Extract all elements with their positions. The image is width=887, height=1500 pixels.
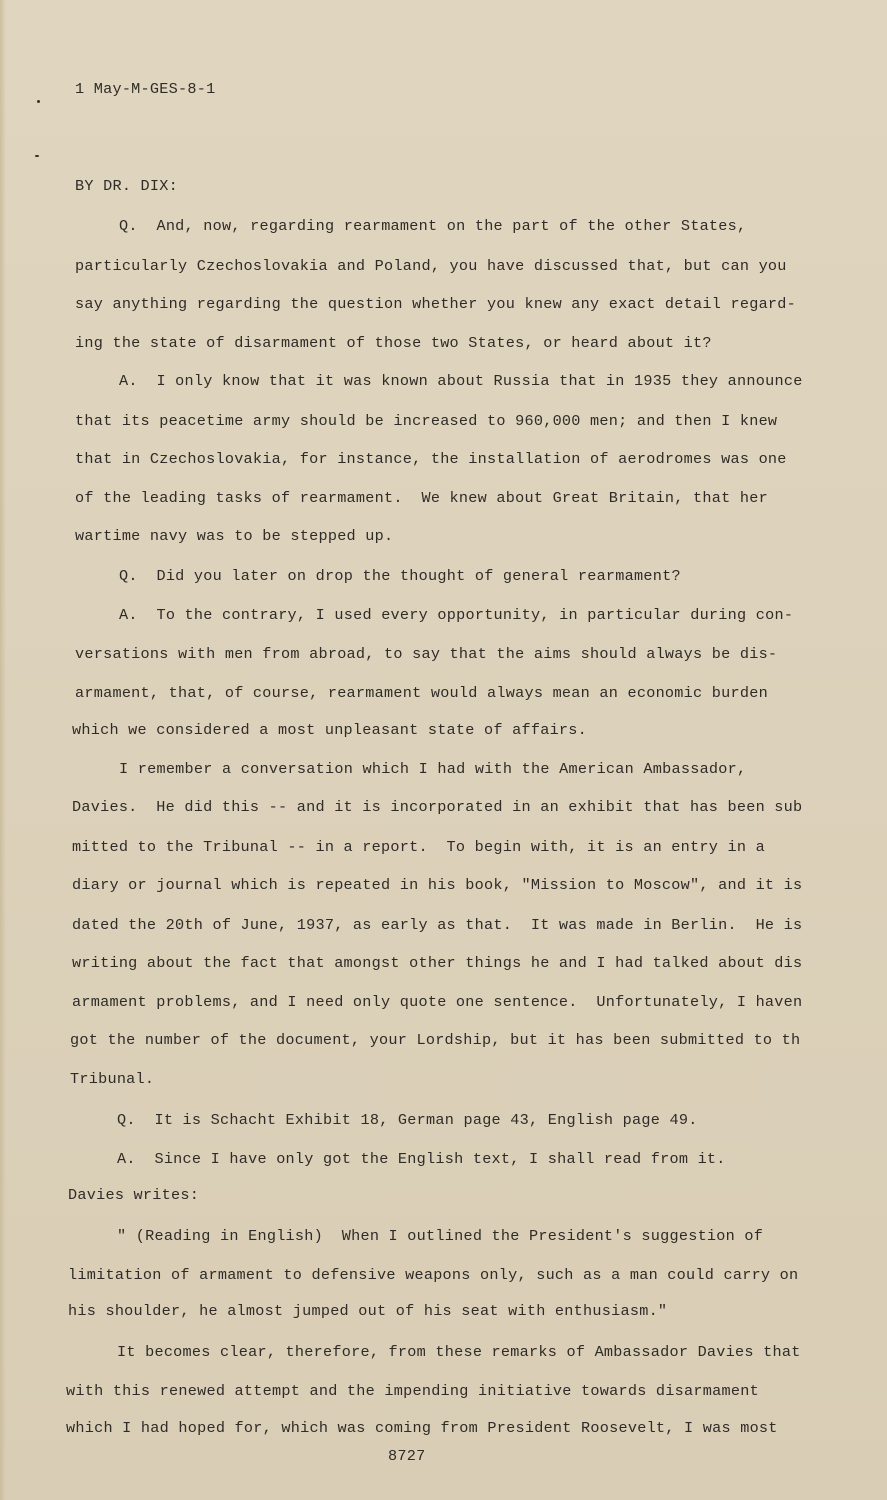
text-line: Q. Did you later on drop the thought of general rearmament?: [119, 567, 681, 585]
text-line: I remember a conversation which I had with the American Ambassador,: [119, 760, 747, 778]
text-line: limitation of armament to defensive weapons only, such as a man could carry on: [68, 1266, 799, 1284]
margin-dot: [37, 100, 40, 103]
text-line: Davies. He did this -- and it is incorporated in an exhibit that has been sub: [72, 798, 803, 816]
header-reference: 1 May-M-GES-8-1: [75, 80, 216, 98]
text-line: Tribunal.: [70, 1070, 155, 1088]
text-line: armament, that, of course, rearmament would always mean an economic burden: [75, 684, 768, 702]
text-line: writing about the fact that amongst other things he and I had talked about dis: [72, 954, 803, 972]
text-line: which I had hoped for, which was coming from President Roosevelt, I was most: [66, 1419, 778, 1437]
text-line: got the number of the document, your Lordship, but it has been submitted to th: [70, 1031, 801, 1049]
text-line: ing the state of disarmament of those two States, or heard about it?: [75, 334, 712, 352]
text-line: say anything regarding the question whether you knew any exact detail regard-: [75, 295, 797, 313]
text-line: particularly Czechoslovakia and Poland, you have discussed that, but can you: [75, 257, 787, 275]
text-line: Davies writes:: [68, 1186, 200, 1204]
text-line: " (Reading in English) When I outlined the President's suggestion of: [117, 1227, 764, 1245]
page-number: 8727: [388, 1447, 426, 1465]
margin-dash: [35, 155, 39, 157]
text-line: A. Since I have only got the English text, I shall read from it.: [117, 1150, 726, 1168]
text-line: mitted to the Tribunal -- in a report. To begin with, it is an entry in a: [72, 838, 765, 856]
text-line: armament problems, and I need only quote one sentence. Unfortunately, I haven: [72, 993, 803, 1011]
text-line: that its peacetime army should be increased to 960,000 men; and then I knew: [75, 412, 778, 430]
text-line: that in Czechoslovakia, for instance, the installation of aerodromes was one: [75, 450, 787, 468]
page-edge-shadow: [0, 0, 6, 1500]
text-line: of the leading tasks of rearmament. We knew about Great Britain, that her: [75, 489, 768, 507]
text-line: A. To the contrary, I used every opportunity, in particular during con-: [119, 606, 794, 624]
text-line: which we considered a most unpleasant state of affairs.: [72, 721, 588, 739]
text-line: Q. And, now, regarding rearmament on the part of the other States,: [119, 217, 747, 235]
text-line: wartime navy was to be stepped up.: [75, 527, 394, 545]
speaker-heading: BY DR. DIX:: [75, 177, 179, 195]
text-line: Q. It is Schacht Exhibit 18, German page 43, English page 49.: [117, 1111, 698, 1129]
text-line: diary or journal which is repeated in his book, "Mission to Moscow", and it is: [72, 876, 803, 894]
text-line: versations with men from abroad, to say that the aims should always be dis-: [75, 645, 778, 663]
text-line: dated the 20th of June, 1937, as early as that. It was made in Berlin. He is: [72, 916, 803, 934]
text-line: A. I only know that it was known about Russia that in 1935 they announce: [119, 372, 803, 390]
text-line: his shoulder, he almost jumped out of his seat with enthusiasm.": [68, 1302, 668, 1320]
text-line: with this renewed attempt and the impending initiative towards disarmament: [66, 1382, 759, 1400]
text-line: It becomes clear, therefore, from these remarks of Ambassador Davies that: [117, 1343, 801, 1361]
